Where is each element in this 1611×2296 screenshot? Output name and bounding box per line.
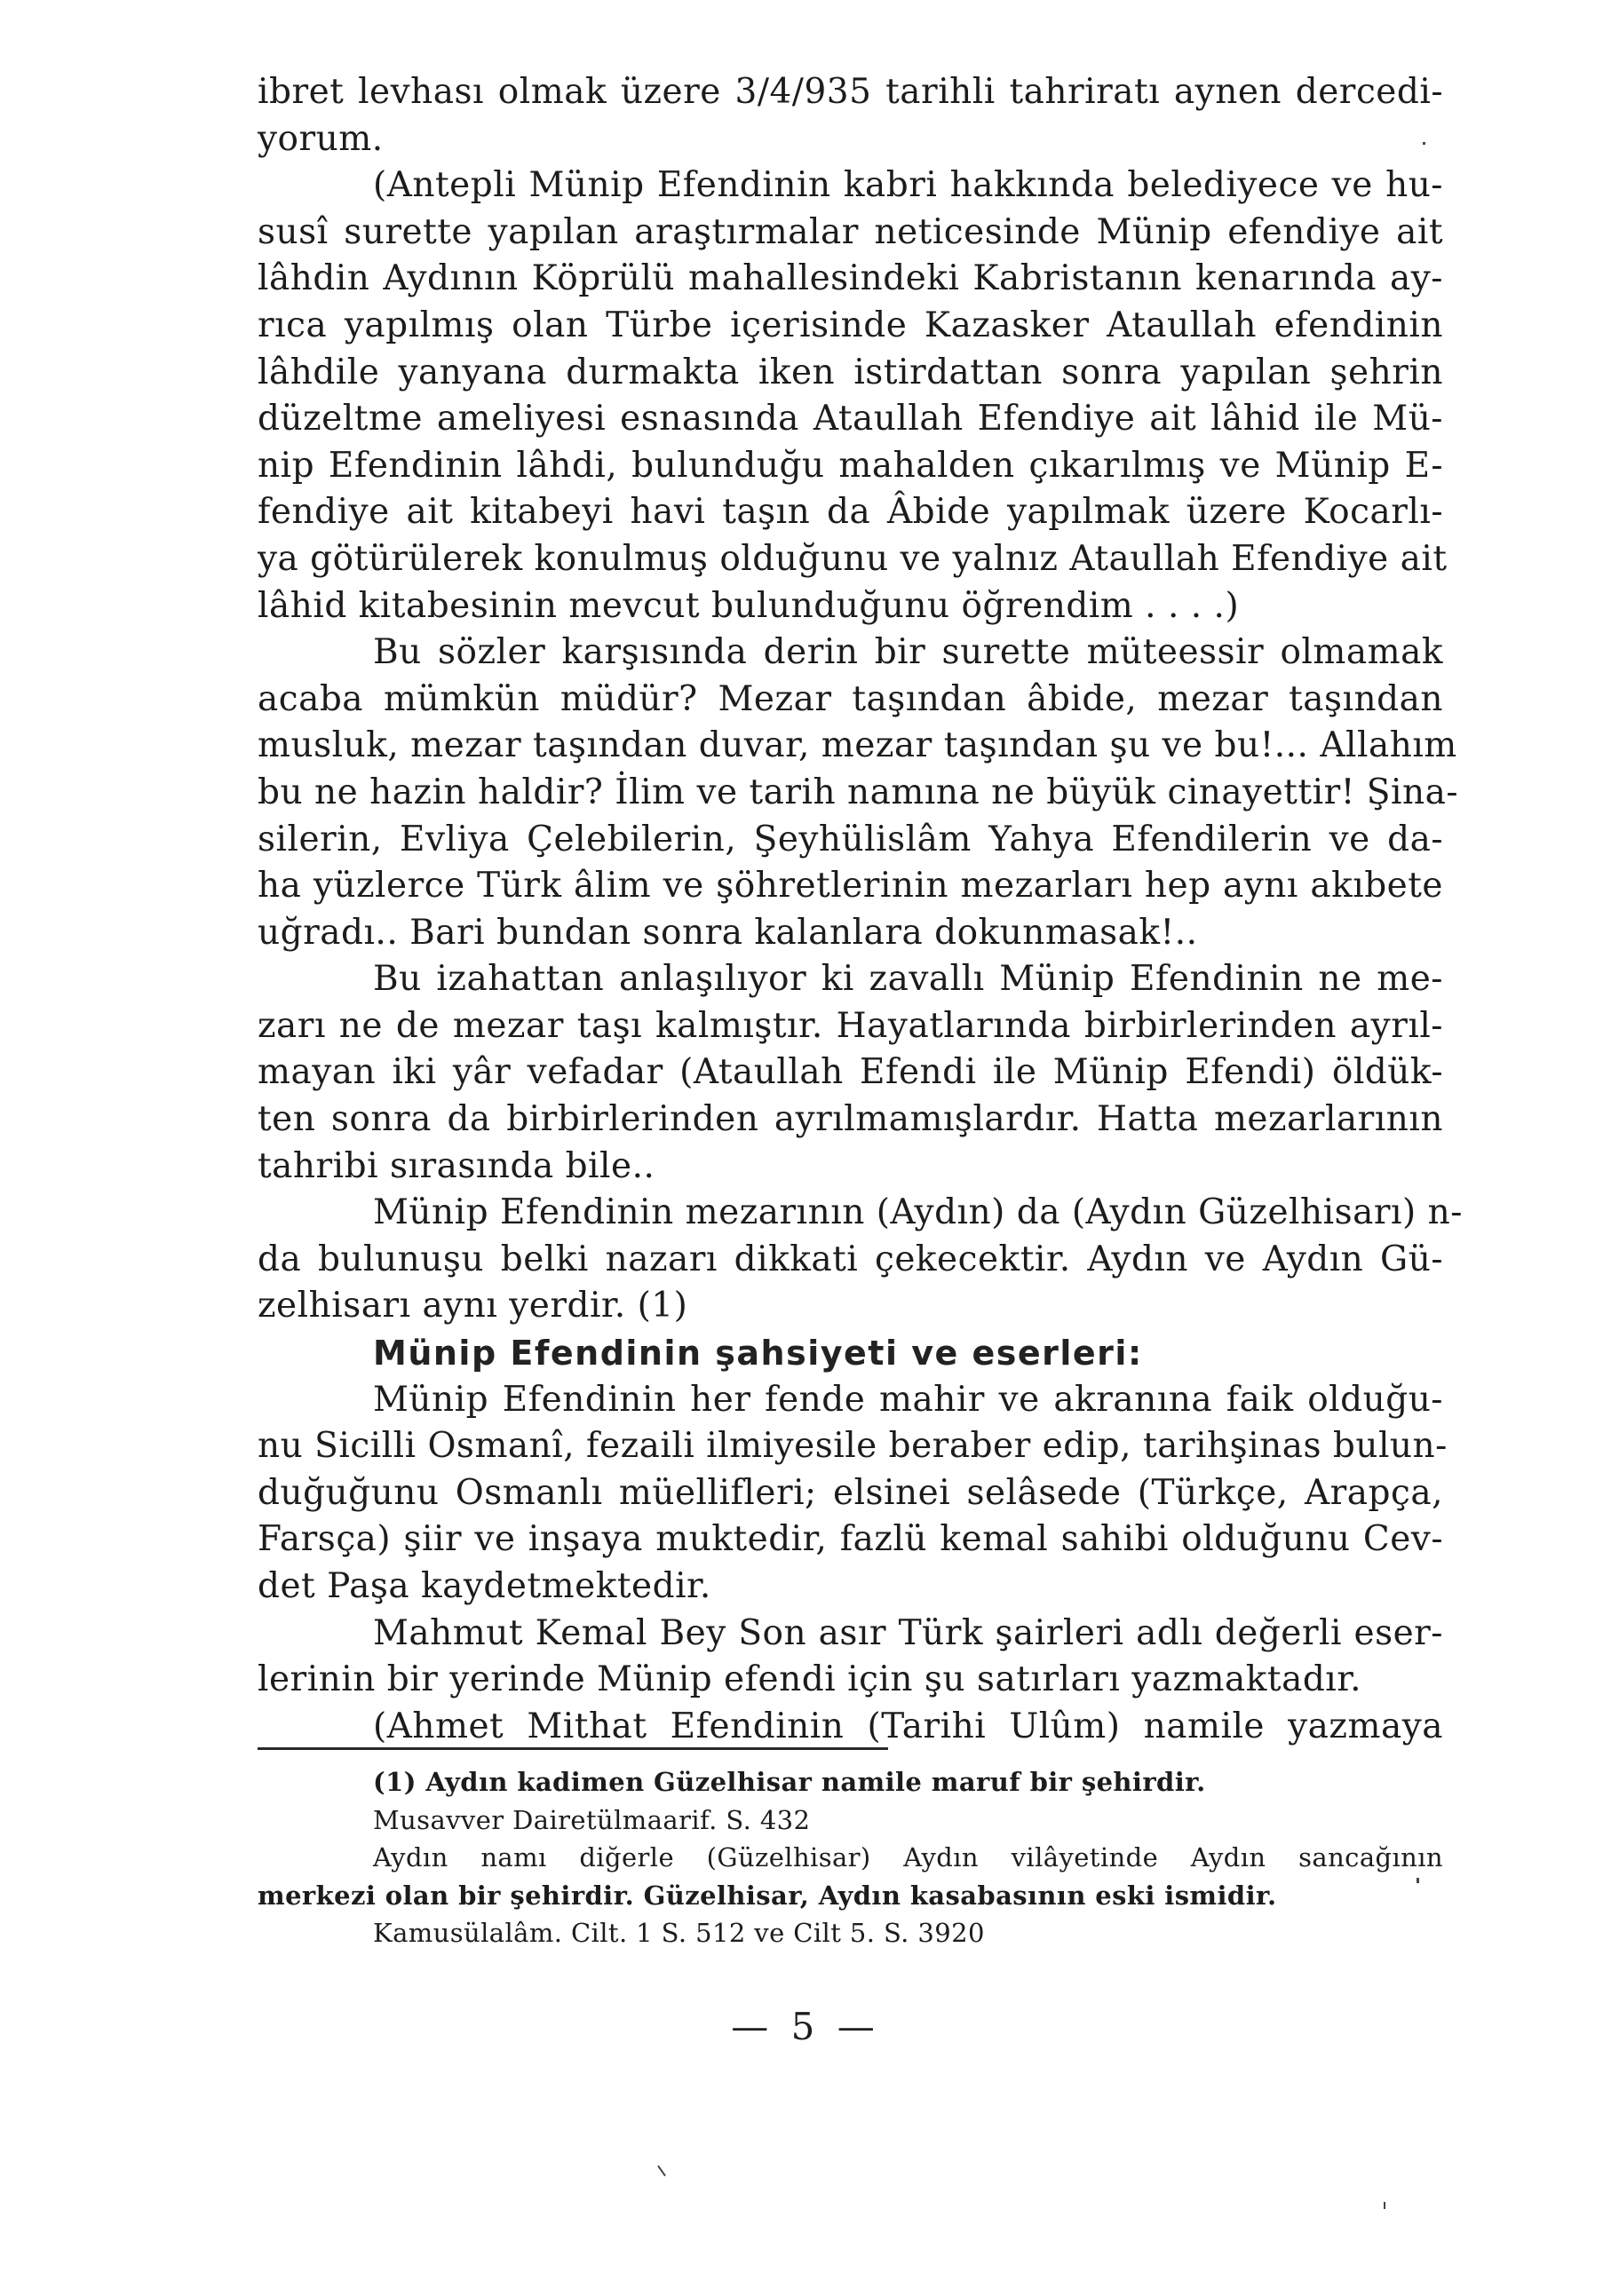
text-line: Farsça) şiir ve inşaya muktedir, fazlü kemal sahibi olduğunu Cev- — [258, 1519, 1443, 1560]
text-line: zelhisarı aynı yerdir. (1) — [258, 1286, 688, 1326]
scan-speck — [657, 2165, 666, 2177]
text-line: fendiye ait kitabeyi havi taşın da Âbide yapılmak üzere Kocarlı- — [258, 492, 1443, 533]
text-line: silerin, Evliya Çelebilerin, Şeyhülislâm Yahya Efendilerin ve da- — [258, 819, 1443, 859]
text-line: bu ne hazin haldir? İlim ve tarih namına ne büyük cinayettir! Şina- — [258, 772, 1459, 812]
scan-speck — [1384, 2202, 1385, 2209]
page-number: — 5 — — [731, 2005, 880, 2048]
text-line: ya götürülerek konulmuş olduğunu ve yalnız Ataullah Efendiye ait — [258, 538, 1448, 579]
text-line: lâhdin Aydının Köprülü mahallesindeki Kabristanın kenarında ay- — [258, 258, 1443, 299]
text-line: nip Efendinin lâhdi, bulunduğu mahalden çıkarılmış ve Münip E- — [258, 445, 1443, 486]
text-line: düzeltme ameliyesi esnasında Ataullah Efendiye ait lâhid ile Mü- — [258, 399, 1443, 439]
text-line: det Paşa kaydetmektedir. — [258, 1566, 711, 1606]
text-line: Bu sözler karşısında derin bir surette müteessir olmamak — [373, 632, 1443, 673]
scan-speck — [1423, 142, 1425, 145]
text-line: Bu izahattan anlaşılıyor ki zavallı Münip Efendinin ne me- — [373, 959, 1443, 1000]
text-line: susî surette yapılan araştırmalar neticesinde Münip efendiye ait — [258, 211, 1443, 252]
text-line: (Ahmet Mithat Efendinin (Tarihi Ulûm) namile yazmaya — [373, 1706, 1443, 1746]
text-line: da bulunuşu belki nazarı dikkati çekecektir. Aydın ve Aydın Gü- — [258, 1239, 1443, 1279]
footnote-line: Aydın namı diğerle (Güzelhisar) Aydın vilâyetinde Aydın sancağının — [373, 1842, 1443, 1872]
text-line: acaba mümkün müdür? Mezar taşından âbide, mezar taşından — [258, 678, 1443, 719]
text-line: tahribi sırasında bile.. — [258, 1145, 655, 1186]
footnote-line: Kamusülalâm. Cilt. 1 S. 512 ve Cilt 5. S. 3920 — [373, 1918, 985, 1948]
footnotes — [258, 1763, 1443, 1952]
footnote-line: merkezi olan bir şehirdir. Güzelhisar, Aydın kasabasının eski ismidir. — [258, 1880, 1277, 1911]
text-line: yorum. — [258, 118, 384, 159]
text-line: rıca yapılmış olan Türbe içerisinde Kazasker Ataullah efendinin — [258, 305, 1443, 345]
text-line: lerinin bir yerinde Münip efendi için şu satırları yazmaktadır. — [258, 1659, 1362, 1700]
section-heading: Münip Efendinin şahsiyeti ve eserleri: — [373, 1334, 1143, 1374]
text-line: uğradı.. Bari bundan sonra kalanlara dokunmasak!.. — [258, 912, 1198, 953]
text-line: Mahmut Kemal Bey Son asır Türk şairleri adlı değerli eser- — [373, 1612, 1443, 1653]
text-line: ibret levhası olmak üzere 3/4/935 tarihli tahriratı aynen dercedi- — [258, 72, 1443, 112]
text-line: duğuğunu Osmanlı müellifleri; elsinei selâsede (Türkçe, Arapça, — [258, 1472, 1443, 1513]
text-line: mayan iki yâr vefadar (Ataullah Efendi ile Münip Efendi) öldük- — [258, 1052, 1443, 1093]
footnote-line: (1) Aydın kadimen Güzelhisar namile maruf bir şehirdir. — [373, 1767, 1206, 1797]
footnote-separator — [258, 1747, 888, 1750]
text-line: musluk, mezar taşından duvar, mezar taşından şu ve bu!... Allahım — [258, 725, 1457, 766]
scan-speck — [1417, 1878, 1419, 1883]
text-line: ten sonra da birbirlerinden ayrılmamışlardır. Hatta mezarlarının — [258, 1099, 1443, 1140]
footnote-line: Musavver Dairetülmaarif. S. 432 — [373, 1804, 811, 1835]
paragraphs-before-heading — [258, 69, 1463, 1330]
text-line: Münip Efendinin mezarının (Aydın) da (Aydın Güzelhisarı) n- — [373, 1192, 1463, 1233]
text-line: (Antepli Münip Efendinin kabri hakkında belediyece ve hu- — [373, 165, 1443, 206]
text-line: Münip Efendinin her fende mahir ve akranına faik olduğu- — [373, 1379, 1443, 1420]
text-line: zarı ne de mezar taşı kalmıştır. Hayatlarında birbirlerinden ayrıl- — [258, 1005, 1443, 1046]
text-line: ha yüzlerce Türk âlim ve şöhretlerinin mezarları hep aynı akıbete — [258, 866, 1443, 907]
text-line: lâhid kitabesinin mevcut bulunduğunu öğrendim . . . .) — [258, 585, 1240, 626]
main-text — [258, 69, 1463, 1750]
text-line: lâhdile yanyana durmakta iken istirdattan sonra yapılan şehrin — [258, 352, 1443, 392]
paragraphs-after-heading — [258, 1377, 1448, 1751]
text-line: nu Sicilli Osmanî, fezaili ilmiyesile beraber edip, tarihşinas bulun- — [258, 1426, 1448, 1467]
